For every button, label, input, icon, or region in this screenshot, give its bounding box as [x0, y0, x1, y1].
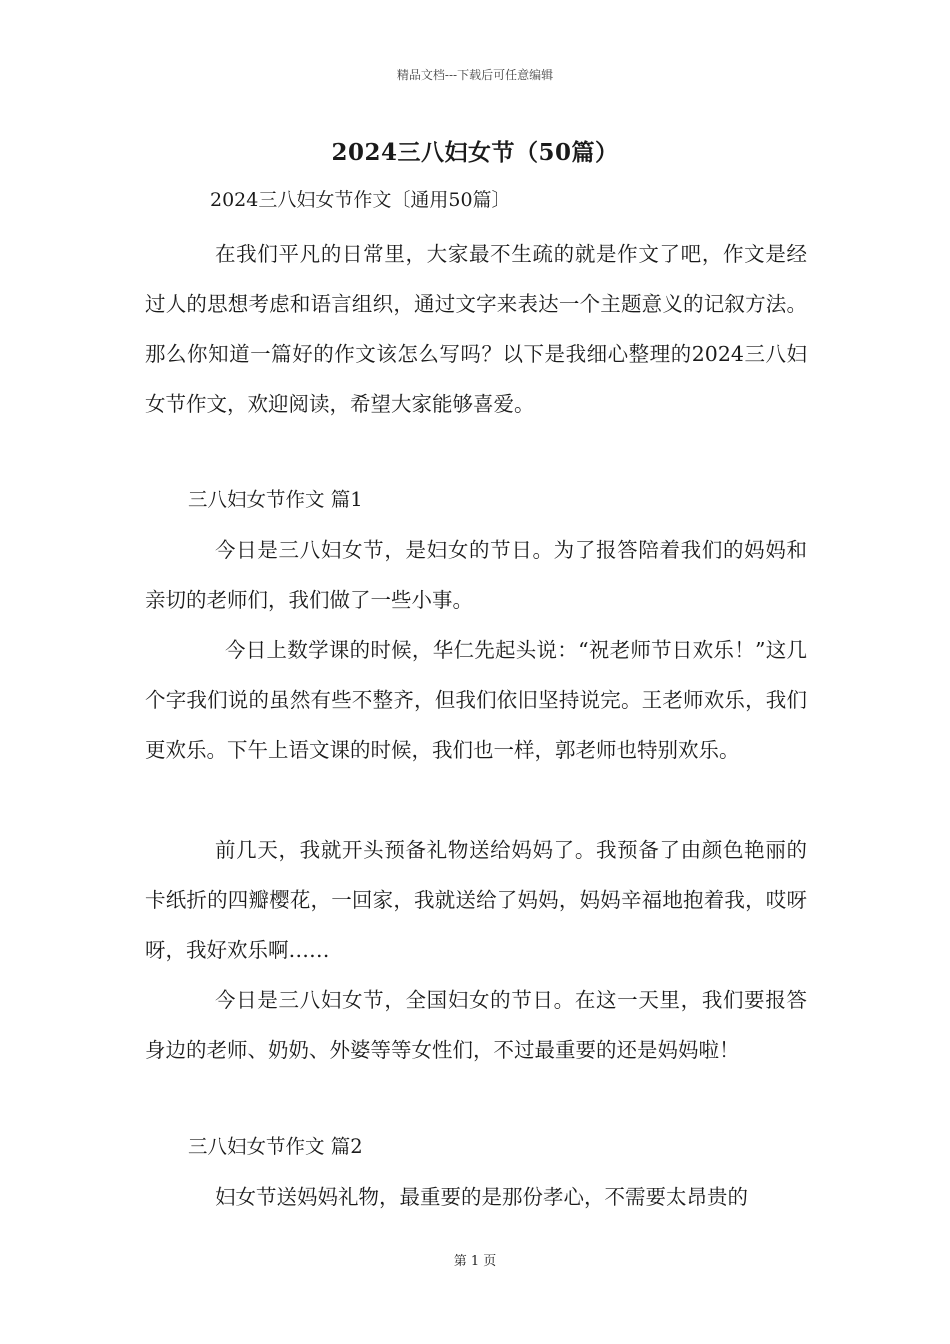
document-title: 2024三八妇女节（50篇） — [331, 139, 619, 166]
section-1-paragraph-2: 今日上数学课的时候，华仁先起头说：“祝老师节日欢乐！”这几个字我们说的虽然有些不整齐，但我们依旧坚持说完。王老师欢乐，我们更欢乐。下午上语文课的时候，我们也一样，郭老师也特别欢乐。 — [145, 638, 807, 762]
page-number: 第 1 页 — [453, 1254, 497, 1269]
section-heading-2: 三八妇女节作文 篇2 — [188, 1135, 363, 1158]
section-1-paragraph-4: 今日是三八妇女节，全国妇女的节日。在这一天里，我们要报答身边的老师、奶奶、外婆等等女性们，不过最重要的还是妈妈啦！ — [145, 988, 807, 1062]
intro-paragraph: 在我们平凡的日常里，大家最不生疏的就是作文了吧，作文是经过人的思想考虑和语言组织，通过文字来表达一个主题意义的记叙方法。那么你知道一篇好的作文该怎么写吗？以下是我细心整理的2024三八妇女节作文，欢迎阅读，希望大家能够喜爱。 — [145, 242, 807, 416]
section-1-paragraph-1: 今日是三八妇女节，是妇女的节日。为了报答陪着我们的妈妈和亲切的老师们，我们做了一些小事。 — [145, 538, 807, 612]
document-subtitle: 2024三八妇女节作文〔通用50篇〕 — [210, 189, 511, 211]
section-heading-1: 三八妇女节作文 篇1 — [188, 488, 363, 511]
page-header: 精品文档---下载后可任意编辑 — [396, 68, 554, 82]
section-1-paragraph-3: 前几天，我就开头预备礼物送给妈妈了。我预备了由颜色艳丽的卡纸折的四瓣樱花，一回家，我就送给了妈妈，妈妈辛福地抱着我，哎呀呀，我好欢乐啊…… — [145, 838, 807, 962]
section-2-paragraph-1: 妇女节送妈妈礼物，最重要的是那份孝心，不需要太昂贵的 — [215, 1185, 748, 1209]
